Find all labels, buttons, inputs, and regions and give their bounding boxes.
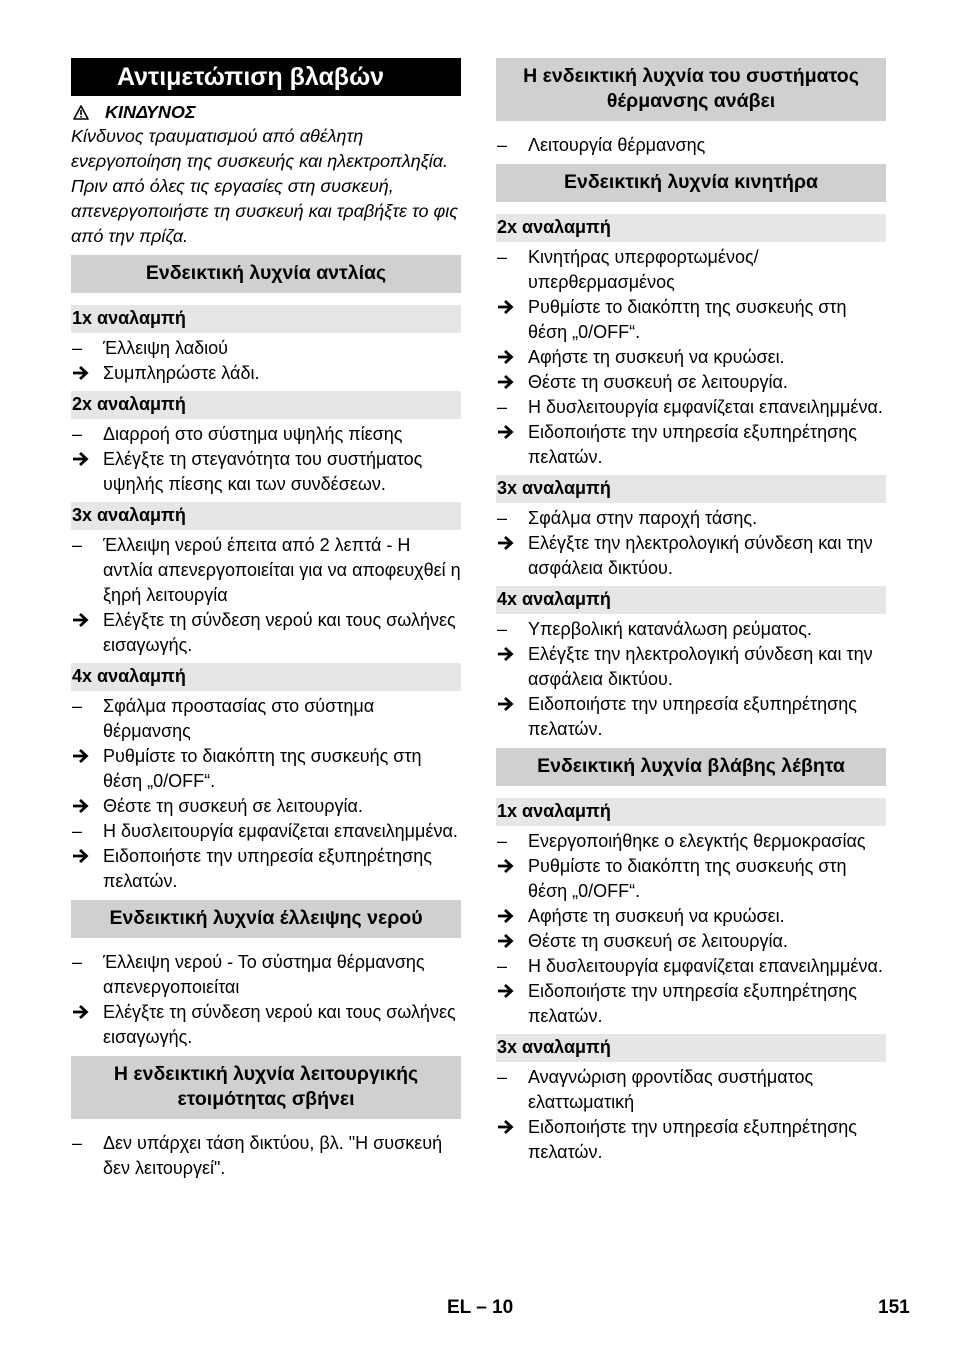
cause-item [71,533,461,608]
item-text: Θέστε τη συσκευή σε λειτουργία. [528,931,788,951]
cause-item [496,395,886,420]
arrow-marker [496,929,528,954]
item-text: Διαρροή στο σύστημα υψηλής πίεσης [103,424,403,444]
flash-count-heading: 2x αναλαμπή [496,214,886,242]
item-text: Θέστε τη συσκευή σε λειτουργία. [103,796,363,816]
arrow-right-icon [497,858,514,874]
cause-item [71,336,461,361]
arrow-right-icon [72,612,89,628]
dash-marker [71,1131,103,1181]
arrow-right-icon [497,535,514,551]
footer-language-page: EL – 10 [447,1297,514,1318]
flash-count-heading: 3x αναλαμπή [496,475,886,503]
cause-item [496,506,886,531]
cause-item [496,954,886,979]
dash-marker [71,950,103,1000]
arrow-marker [496,904,528,929]
arrow-marker [71,608,103,658]
item-text: Αναγνώριση φροντίδας συστήματος ελαττωματική [528,1067,814,1112]
cause-item [496,617,886,642]
item-text: Έλλειψη λαδιού [103,338,228,358]
right-column [496,58,886,1165]
item-text: Αφήστε τη συσκευή να κρυώσει. [528,906,785,926]
item-text: Ειδοποιήστε την υπηρεσία εξυπηρέτησης πελατών. [528,1117,857,1162]
dash-marker [496,245,528,295]
action-item [496,642,886,692]
item-text: Υπερβολική κατανάλωση ρεύματος. [528,619,812,639]
item-text: Ενεργοποιήθηκε ο ελεγκτής θερμοκρασίας [528,831,866,851]
arrow-right-icon [72,748,89,764]
flash-count-heading: 2x αναλαμπή [71,391,461,419]
arrow-marker [496,420,528,470]
action-item [496,979,886,1029]
action-item [71,608,461,658]
action-item [496,692,886,742]
cause-item [496,1065,886,1115]
action-item [71,744,461,794]
pump-groups [71,305,461,894]
section-motor-indicator: Ενδεικτική λυχνία κινητήρα [496,164,886,202]
flash-count-heading: 4x αναλαμπή [496,586,886,614]
dash-marker [496,617,528,642]
flash-count-heading: 1x αναλαμπή [496,798,886,826]
arrow-marker [496,370,528,395]
motor-groups [496,214,886,742]
danger-label: ΚΙΝΔΥΝΟΣ [105,102,196,122]
arrow-marker [496,692,528,742]
item-text: Συμπληρώστε λάδι. [103,363,260,383]
cause-item [71,422,461,447]
arrow-marker [496,642,528,692]
item-text: Η δυσλειτουργία εμφανίζεται επανειλημμένα. [103,821,458,841]
dash-marker [496,1065,528,1115]
section-ready-indicator: Η ενδεικτική λυχνία λειτουργικής ετοιμότητας σβήνει [71,1056,461,1119]
arrow-marker [71,844,103,894]
item-text: Ελέγξτε τη σύνδεση νερού και τους σωλήνες εισαγωγής. [103,610,456,655]
flash-count-heading: 4x αναλαμπή [71,663,461,691]
item-text: Ειδοποιήστε την υπηρεσία εξυπηρέτησης πελατών. [528,422,857,467]
item-text: Ειδοποιήστε την υπηρεσία εξυπηρέτησης πελατών. [528,694,857,739]
ready-items [71,1131,461,1181]
dash-marker [496,954,528,979]
cause-item [71,950,461,1000]
item-text: Θέστε τη συσκευή σε λειτουργία. [528,372,788,392]
arrow-right-icon [497,983,514,999]
arrow-marker [71,361,103,386]
item-text: Ρυθμίστε το διακόπτη της συσκευής στη θέση „0/OFF“. [528,297,847,342]
section-water-indicator: Ενδεικτική λυχνία έλλειψης νερού [71,900,461,938]
flash-count-heading: 3x αναλαμπή [71,502,461,530]
dash-marker [71,694,103,744]
water-items [71,950,461,1050]
arrow-right-icon [72,451,89,467]
item-text: Ρυθμίστε το διακόπτη της συσκευής στη θέση „0/OFF“. [103,746,422,791]
action-item [496,295,886,345]
arrow-right-icon [72,848,89,864]
item-text: Η δυσλειτουργία εμφανίζεται επανειλημμένα. [528,397,883,417]
item-text: Δεν υπάρχει τάση δικτύου, βλ. "Η συσκευή δεν λειτουργεί". [103,1133,443,1178]
arrow-marker [496,531,528,581]
action-item [71,794,461,819]
arrow-marker [496,854,528,904]
dash-marker [496,829,528,854]
item-text: Σφάλμα στην παροχή τάσης. [528,508,758,528]
page-title: Αντιμετώπιση βλαβών [71,58,461,96]
arrow-right-icon [497,908,514,924]
arrow-marker [496,1115,528,1165]
action-item [496,370,886,395]
item-text: Ελέγξτε τη στεγανότητα του συστήματος υψηλής πίεσης και των συνδέσεων. [103,449,423,494]
item-text: Ελέγξτε τη σύνδεση νερού και τους σωλήνες εισαγωγής. [103,1002,456,1047]
dash-marker [496,506,528,531]
cause-item [71,694,461,744]
action-item [496,420,886,470]
action-item [496,345,886,370]
arrow-right-icon [497,1119,514,1135]
action-item [71,1000,461,1050]
left-column [71,58,461,1181]
arrow-right-icon [497,424,514,440]
cause-item [71,1131,461,1181]
dash-marker [71,819,103,844]
arrow-right-icon [497,349,514,365]
section-heating-indicator: Η ενδεικτική λυχνία του συστήματος θέρμανσης ανάβει [496,58,886,121]
item-text: Ελέγξτε την ηλεκτρολογική σύνδεση και την ασφάλεια δικτύου. [528,644,873,689]
footer-page-number: 151 [878,1297,910,1318]
action-item [496,929,886,954]
arrow-right-icon [497,696,514,712]
item-text: Ελέγξτε την ηλεκτρολογική σύνδεση και την ασφάλεια δικτύου. [528,533,873,578]
heating-items [496,133,886,158]
item-text: Έλλειψη νερού - Το σύστημα θέρμανσης απενεργοποιείται [103,952,425,997]
arrow-right-icon [497,374,514,390]
item-text: Κινητήρας υπερφορτωμένος/υπερθερμασμένος [528,247,759,292]
item-text: Ειδοποιήστε την υπηρεσία εξυπηρέτησης πελατών. [103,846,432,891]
flash-count-heading: 3x αναλαμπή [496,1034,886,1062]
action-item [71,361,461,386]
action-item [71,447,461,497]
action-item [496,531,886,581]
dash-marker [496,133,528,158]
arrow-marker [496,295,528,345]
arrow-marker [71,447,103,497]
dash-marker [71,422,103,447]
flash-count-heading: 1x αναλαμπή [71,305,461,333]
arrow-right-icon [497,646,514,662]
arrow-right-icon [497,933,514,949]
arrow-marker [71,744,103,794]
item-text: Σφάλμα προστασίας στο σύστημα θέρμανσης [103,696,375,741]
item-text: Η δυσλειτουργία εμφανίζεται επανειλημμένα. [528,956,883,976]
dash-marker [496,395,528,420]
section-boiler-indicator: Ενδεικτική λυχνία βλάβης λέβητα [496,748,886,786]
cause-item [71,819,461,844]
danger-text: Κίνδυνος τραυματισμού από αθέλητη ενεργοποίηση της συσκευής και ηλεκτροπληξία. Πριν από όλες τις εργασίες στη συσκευή, απενεργοποιήστε τη συσκευή και τραβήξτε το φις από την πρίζα. [71,126,458,246]
arrow-marker [71,1000,103,1050]
dash-marker [71,533,103,608]
item-text: Λειτουργία θέρμανσης [528,135,706,155]
arrow-marker [496,979,528,1029]
item-text: Ειδοποιήστε την υπηρεσία εξυπηρέτησης πελατών. [528,981,857,1026]
action-item [71,844,461,894]
cause-item [496,829,886,854]
action-item [496,854,886,904]
arrow-right-icon [497,299,514,315]
item-text: Έλλειψη νερού έπειτα από 2 λεπτά - Η αντλία απενεργοποιείται για να αποφευχθεί η ξηρή λειτουργία [103,535,461,605]
action-item [496,1115,886,1165]
item-text: Ρυθμίστε το διακόπτη της συσκευής στη θέση „0/OFF“. [528,856,847,901]
boiler-groups [496,798,886,1165]
warning-triangle-icon [73,105,89,120]
dash-marker [71,336,103,361]
arrow-right-icon [72,365,89,381]
section-pump-indicator: Ενδεικτική λυχνία αντλίας [71,255,461,293]
arrow-marker [71,794,103,819]
cause-item [496,133,886,158]
arrow-right-icon [72,1004,89,1020]
arrow-right-icon [72,798,89,814]
item-text: Αφήστε τη συσκευή να κρυώσει. [528,347,785,367]
action-item [496,904,886,929]
cause-item [496,245,886,295]
arrow-marker [496,345,528,370]
danger-heading [71,100,461,124]
